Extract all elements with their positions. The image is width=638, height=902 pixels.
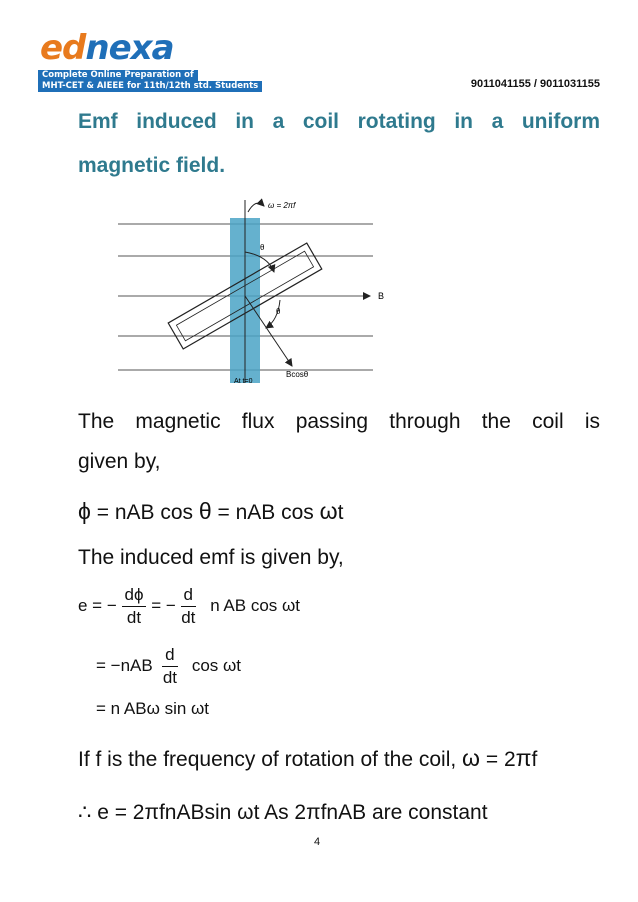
page-number: 4 — [314, 836, 321, 848]
eq2-num: d — [162, 644, 177, 667]
logo-tagline-2: MHT-CET & AIEEE for 11th/12th std. Students — [38, 81, 262, 92]
flux-line-1: The magnetic flux passing through the coil is — [78, 410, 600, 433]
omega-symbol: ω — [319, 498, 338, 524]
emf-equation-2 — [96, 644, 241, 689]
eq1-lhs: e = − — [78, 595, 117, 615]
bcos-label: Bcosθ — [286, 370, 309, 379]
freq-line-a: If f is the frequency of rotation of the coil, — [78, 748, 463, 771]
emf-equation-3: = n ABω sin ωt — [96, 699, 210, 718]
theta-symbol: θ — [198, 498, 212, 524]
eq1-num-2: d — [181, 584, 196, 607]
eq2-den: dt — [162, 668, 177, 687]
b-field-label: B — [378, 291, 385, 301]
frequency-line — [78, 745, 537, 772]
freq-pi: π — [515, 745, 532, 771]
eq2-lhs: = −nAB — [96, 655, 153, 675]
t0-label: At t=0 — [234, 378, 253, 385]
induced-emf-intro: The induced emf is given by, — [78, 546, 344, 569]
flux-paragraph — [78, 402, 600, 482]
emf-equation-1 — [78, 584, 300, 629]
section-heading — [78, 100, 600, 188]
phi-symbol: ϕ — [78, 498, 91, 524]
eq1-num-1: dϕ — [122, 584, 147, 607]
logo-tagline-1: Complete Online Preparation of — [38, 70, 198, 81]
phone-numbers: 9011041155 / 9011031155 — [470, 78, 600, 90]
flux-eq-t: t — [337, 501, 344, 524]
omega-label: ω = 2πf — [268, 201, 296, 210]
eq2-rhs: cos ωt — [191, 655, 241, 675]
theta-label-top: θ — [260, 243, 265, 252]
flux-equation — [78, 498, 343, 525]
flux-eq-part-b: = nAB cos — [211, 501, 320, 524]
eq2-frac — [162, 644, 177, 689]
freq-line-b: = 2 — [480, 748, 516, 771]
eq1-frac-2 — [181, 584, 196, 629]
ednexa-logo — [40, 30, 174, 66]
eq1-frac-1 — [122, 584, 147, 629]
flux-line-2: given by, — [78, 450, 161, 473]
theta-label-bottom: θ — [276, 307, 281, 316]
rotation-arrow — [248, 203, 264, 212]
freq-omega: ω — [462, 745, 481, 771]
flux-eq-part-a: = nAB cos — [90, 501, 199, 524]
eq1-den-2: dt — [181, 608, 196, 627]
eq1-mid: = − — [151, 595, 176, 615]
rotating-coil-diagram — [108, 190, 388, 385]
freq-f: f — [531, 748, 538, 771]
logo-nexa-text: nexa — [85, 28, 174, 68]
heading-line-2: magnetic field. — [78, 154, 226, 177]
eq1-den-1: dt — [126, 608, 142, 627]
constant-line: ∴ e = 2πfnABsin ωt As 2πfnAB are constant — [78, 801, 488, 824]
heading-line-1: Emf induced in a coil rotating in a uniform — [78, 110, 600, 133]
logo-ed-text: ed — [40, 28, 86, 68]
eq1-rhs: n AB cos ωt — [210, 595, 301, 615]
